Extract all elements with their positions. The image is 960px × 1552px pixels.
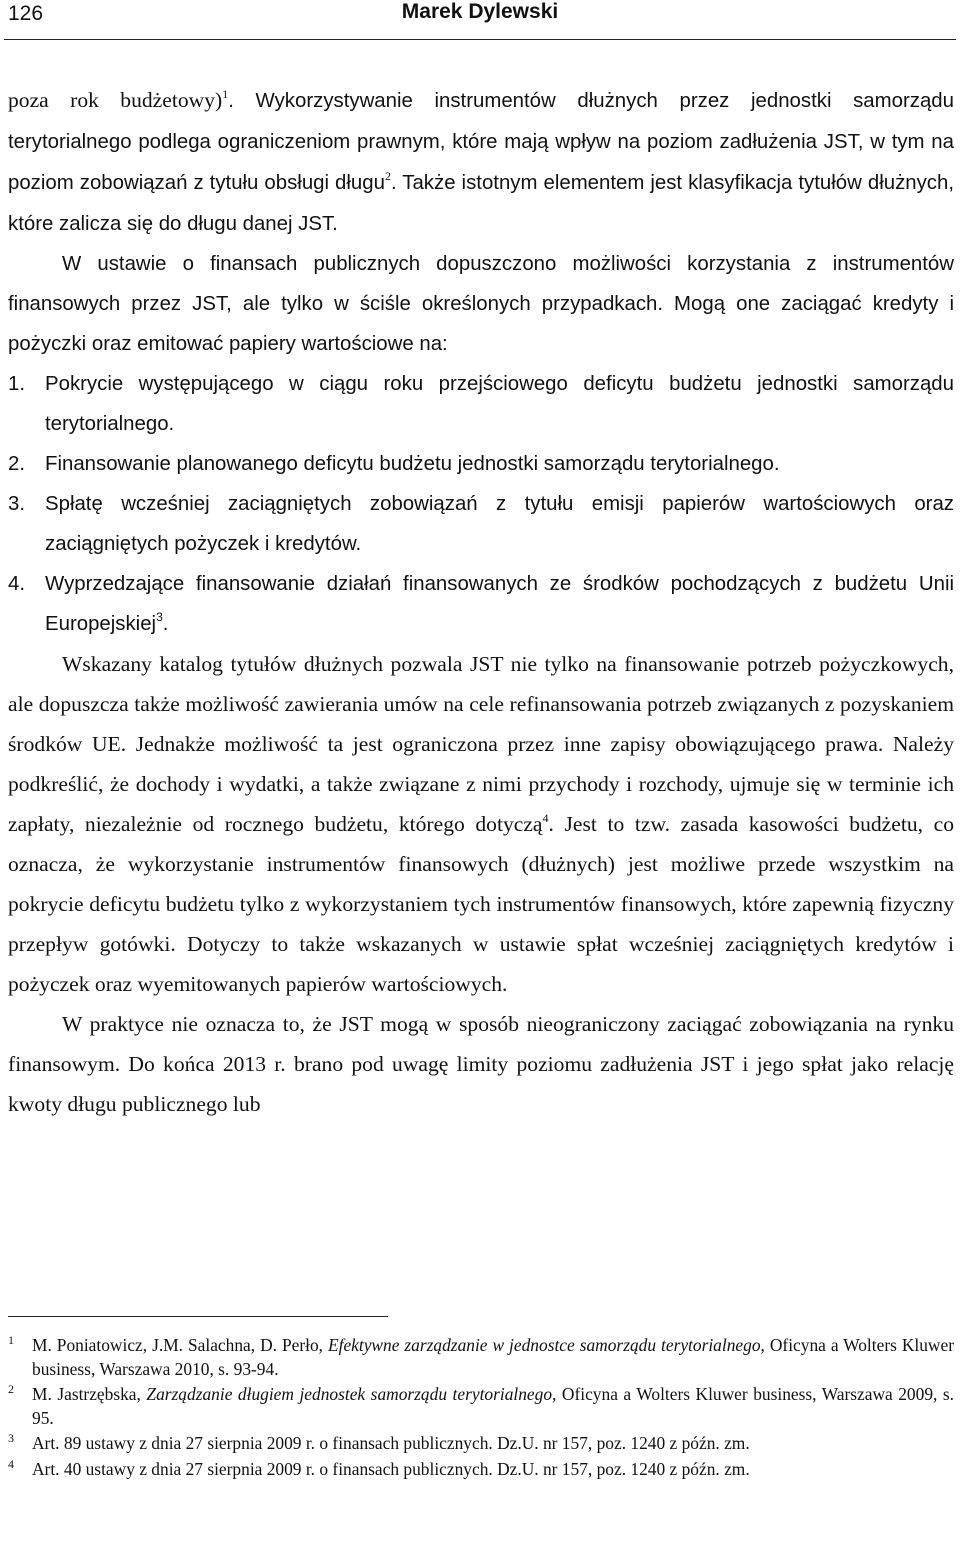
paragraph-4: W praktyce nie oznacza to, że JST mogą w sposób nieograniczony zaciągać zobowiązania na rynku finansowym. Do końca 2013 r. brano pod uwagę limity poziomu zadłużenia JST i jego spłat jako relację kwoty długu publicznego lub — [8, 1012, 954, 1116]
footnote-2 — [8, 1383, 954, 1430]
page-number: 126 — [8, 2, 44, 25]
list-item-text: Wyprzedzające finansowanie działań finansowanych ze środków pochodzących z budżetu Unii Europejskiej — [45, 573, 954, 635]
list-item-text: Pokrycie występującego w ciągu roku przejściowego deficytu budżetu jednostki samorządu terytorialnego. — [45, 373, 954, 435]
footnote-3 — [8, 1432, 954, 1456]
list-item-number: 2. — [8, 453, 26, 475]
footnote-text: M. Poniatowicz, J.M. Salachna, D. Perło, — [32, 1335, 328, 1355]
footnote-separator — [8, 1316, 388, 1317]
footnote-1 — [8, 1334, 954, 1381]
paragraph-1 — [8, 80, 954, 244]
footnote-text: M. Jastrzębska, — [32, 1384, 147, 1404]
header-rule — [4, 39, 956, 40]
list-item-tail: . — [162, 613, 169, 635]
footnote-title: Efektywne zarządzanie w jednostce samorządu terytorialnego — [327, 1335, 761, 1355]
list-item-number: 4. — [8, 573, 26, 595]
footnote-text: , Oficyna a Wolters Kluwer business, Warszawa 2009, s. 95. — [32, 1384, 955, 1428]
numbered-list — [8, 364, 954, 644]
footnotes — [8, 1334, 954, 1483]
paragraph-1-mid: . Wykorzystywanie instrumentów dłużnych przez jednostki samorządu terytorialnego podlega ograniczeniom prawnym, które mają wpływ na poziom zadłużenia JST, w tym na poziom zobowiązań z tytułu obsługi długu — [8, 90, 954, 194]
footnote-4 — [8, 1458, 954, 1482]
list-item-text: Spłatę wcześniej zaciągniętych zobowiązań z tytułu emisji papierów wartościowych oraz zaciągniętych pożyczek i kredytów. — [45, 493, 954, 555]
list-item-text: Finansowanie planowanego deficytu budżetu jednostki samorządu terytorialnego. — [45, 453, 780, 475]
body-text — [8, 80, 954, 1124]
list-item-number: 1. — [8, 373, 26, 395]
paragraph-1-end: . Także istotnym elementem jest klasyfikacja tytułów dłużnych, które zalicza się do długu danej JST. — [8, 172, 955, 235]
list-item — [8, 484, 954, 564]
footnote-ref-1: 1 — [222, 87, 229, 101]
footnote-ref-3: 3 — [156, 610, 163, 624]
running-header-author: Marek Dylewski — [401, 0, 559, 23]
paragraph-1-start: poza rok budżetowy) — [8, 88, 223, 112]
footnote-number: 3 — [8, 1431, 14, 1445]
footnote-number: 1 — [8, 1333, 14, 1347]
footnote-ref-2: 2 — [384, 169, 391, 183]
footnote-text: , Oficyna a Wolters Kluwer business, Warszawa 2010, s. 93-94. — [32, 1335, 955, 1379]
paragraph-2: W ustawie o finansach publicznych dopuszczono możliwości korzystania z instrumentów finansowych przez JST, ale tylko w ściśle określonych przypadkach. Mogą one zaciągać kredyty i pożyczki oraz emitować papiery wartościowe na: — [8, 253, 954, 355]
footnote-text: Art. 40 ustawy z dnia 27 sierpnia 2009 r. o finansach publicznych. Dz.U. nr 157, poz. 1240 z późn. zm. — [32, 1458, 750, 1479]
footnote-text: Art. 89 ustawy z dnia 27 sierpnia 2009 r. o finansach publicznych. Dz.U. nr 157, poz. 1240 z późn. zm. — [32, 1433, 750, 1453]
list-item — [8, 364, 954, 444]
footnote-ref-4: 4 — [542, 811, 549, 825]
paragraph-3-end: . Jest to tzw. zasada kasowości budżetu, co oznacza, że wykorzystanie instrumentów finansowych (dłużnych) jest możliwe przede wszystkim na pokrycie deficytu budżetu tylko z wykorzystaniem tych instrumentów finansowych, które zapewnią fizyczny przepływ gotówki. Dotyczy to także wskazanych w ustawie spłat wcześniej zaciągniętych kredytów i pożyczek oraz wyemitowanych papierów wartościowych. — [8, 812, 954, 996]
paragraph-3-start: Wskazany katalog tytułów dłużnych pozwala JST nie tylko na finansowanie potrzeb pożyczkowych, ale dopuszcza także możliwość zawierania umów na cele refinansowania potrzeb związanych z pozyskaniem środków UE. Jednakże możliwość ta jest ograniczona przez inne zapisy obowiązującego prawa. Należy podkreślić, że dochody i wydatki, a także związane z nimi przychody i rozchody, ujmuje się w terminie ich zapłaty, niezależnie od rocznego budżetu, którego dotyczą — [8, 652, 954, 836]
footnote-number: 2 — [8, 1382, 14, 1396]
list-item — [8, 444, 954, 484]
list-item-number: 3. — [8, 493, 26, 515]
list-item — [8, 564, 954, 644]
paragraph-3 — [8, 644, 954, 1004]
running-header — [8, 0, 952, 36]
footnote-number: 4 — [8, 1456, 14, 1471]
footnote-title: Zarządzanie długiem jednostek samorządu terytorialnego — [146, 1384, 553, 1404]
